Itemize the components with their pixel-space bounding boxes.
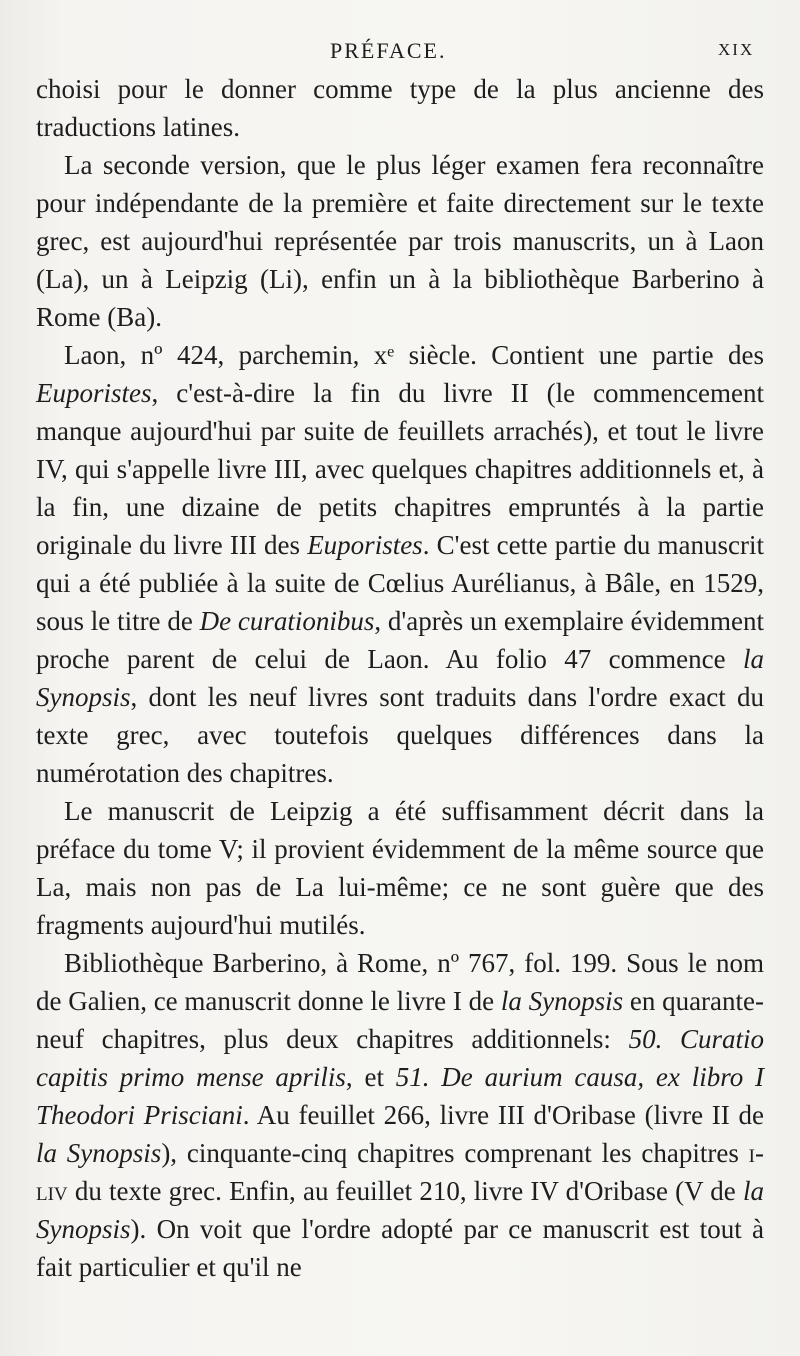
text-run: ). On voit que l'ordre adopté par ce manuscrit est tout à fait particulier et qu'il ne [36, 1214, 764, 1282]
text-run: Laon, nº 424, parchemin, xᵉ siècle. Contient une partie des [64, 340, 764, 370]
text-run: . Au feuillet 266, livre III d'Oribase (livre II de [242, 1100, 764, 1130]
body-text [36, 70, 764, 1286]
paragraph-5 [36, 944, 764, 1286]
paragraph-3 [36, 336, 764, 792]
page-header [0, 34, 800, 74]
text-run: Bibliothèque Barberino, à Rome, nº 767, fol. 199. Sous le nom de Galien, ce manuscrit donne le livre I de [36, 948, 764, 1016]
text-run: choisi pour le donner comme type de la plus ancienne des traductions latines. [36, 74, 764, 142]
text-run: , c'est-à-dire la fin du livre II (le commencement manque aujourd'hui par suite de feuillets arrachés), et tout le livre IV, qui s'appelle livre III, avec quelques chapitres additionnels et, à la fin, une dizaine de petits chapitres empruntés à la partie originale du livre III des [36, 378, 764, 560]
paragraph-1 [36, 70, 764, 146]
text-run: Le manuscrit de Leipzig a été suffisamment décrit dans la préface du tome V; il provient évidemment de la même source que La, mais non pas de La lui-même; ce ne sont guère que des fragments aujourd'hui mutilés. [36, 796, 764, 940]
paragraph-2 [36, 146, 764, 336]
italic-text: Euporistes [307, 530, 423, 560]
small-caps-text: i-liv [36, 1138, 764, 1206]
italic-text: 51. De aurium causa, ex libro I Theodori Prisciani [36, 1062, 764, 1130]
italic-text: De curationibus [199, 606, 375, 636]
text-run: , et [345, 1062, 396, 1092]
text-run: , d'après un exemplaire évidemment proche parent de celui de Laon. Au folio 47 commence [36, 606, 764, 674]
italic-text: 50. Curatio capitis primo mense aprilis [36, 1024, 764, 1092]
text-run: ), cinquante-cinq chapitres comprenant les chapitres [161, 1138, 749, 1168]
text-run: . C'est cette partie du manuscrit qui a été publiée à la suite de Cœlius Aurélianus, à Bâle, en 1529, sous le titre de [36, 530, 764, 636]
text-run: en quarante-neuf chapitres, plus deux chapitres additionnels: [36, 986, 765, 1054]
text-run: du texte grec. Enfin, au feuillet 210, livre IV d'Oribase (V de [67, 1176, 743, 1206]
paragraph-4 [36, 792, 764, 944]
italic-text: la Synopsis [36, 1176, 764, 1244]
running-title: PRÉFACE. [330, 38, 447, 63]
text-run: La seconde version, que le plus léger examen fera reconnaître pour indépendante de la première et faite directement sur le texte grec, est aujourd'hui représentée par trois manuscrits, un à Laon (La), un à Leipzig (Li), enfin un à la bibliothèque Barberino à Rome (Ba). [36, 150, 764, 332]
italic-text: Euporistes [36, 378, 152, 408]
text-run: , dont les neuf livres sont traduits dans l'ordre exact du texte grec, avec toutefois quelques différences dans la numérotation des chapitres. [36, 682, 764, 788]
italic-text: la Synopsis [500, 986, 624, 1016]
italic-text: la Synopsis [36, 1138, 162, 1168]
italic-text: la Synopsis [36, 644, 764, 712]
page-number: XIX [718, 40, 755, 59]
